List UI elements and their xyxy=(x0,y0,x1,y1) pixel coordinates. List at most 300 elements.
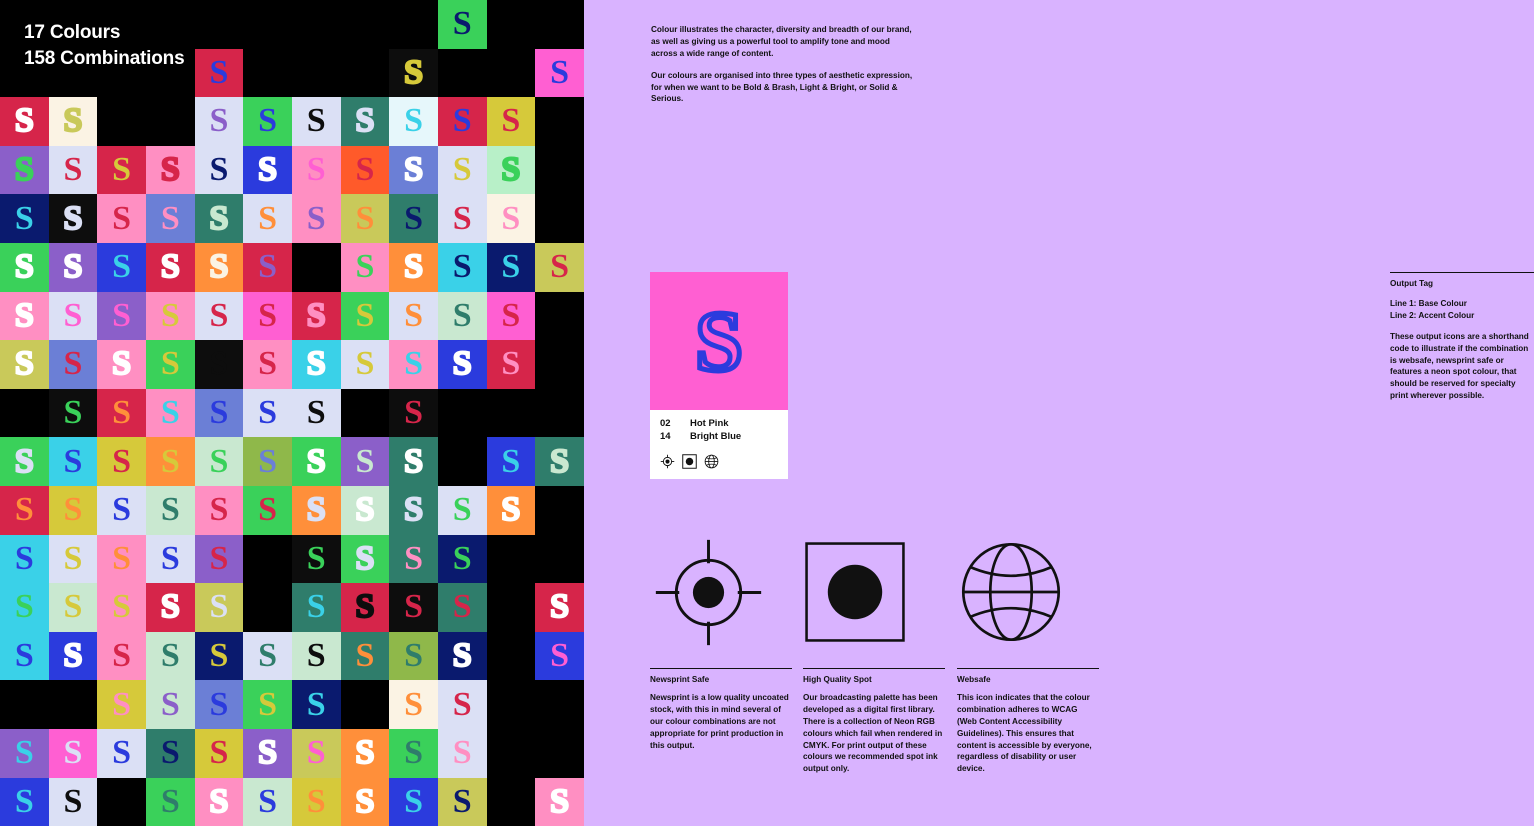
letter-s-glyph: S xyxy=(14,345,34,383)
colour-combination-cell xyxy=(243,243,292,292)
letter-s-glyph: S xyxy=(306,442,326,480)
letter-s-glyph: S xyxy=(404,539,424,577)
intro-text xyxy=(651,24,916,115)
page-headline xyxy=(24,20,184,71)
colour-combination-cell xyxy=(97,97,146,146)
letter-s-glyph: S xyxy=(404,394,424,432)
colour-combination-cell xyxy=(487,486,536,535)
letter-s-glyph: S xyxy=(306,199,326,237)
colour-combination-cell xyxy=(195,146,244,195)
colour-combination-cell xyxy=(438,194,487,243)
letter-s-glyph: S xyxy=(404,248,424,286)
colour-combination-cell xyxy=(195,97,244,146)
letter-s-glyph: S xyxy=(63,199,83,237)
colour-combination-cell xyxy=(49,292,98,341)
colour-combination-cell xyxy=(292,292,341,341)
colour-combination-cell xyxy=(535,146,584,195)
colour-combination-cell xyxy=(535,632,584,681)
colour-combination-cell xyxy=(146,389,195,438)
letter-s-glyph: S xyxy=(550,637,569,675)
colour-combination-cell xyxy=(146,97,195,146)
intro-paragraph-1: Colour illustrates the character, diversity and breadth of our brand, as well as giving us a powerful tool to amplify tone and mood across a wide range of content. xyxy=(651,25,912,58)
letter-s-glyph: S xyxy=(63,539,83,577)
letter-s-glyph: S xyxy=(258,734,278,772)
colour-combination-cell xyxy=(341,194,390,243)
colour-combination-cell xyxy=(487,729,536,778)
colour-combination-cell xyxy=(438,437,487,486)
colour-combination-cell xyxy=(97,632,146,681)
colour-combination-cell xyxy=(535,292,584,341)
letter-s-glyph: S xyxy=(209,102,229,140)
letter-s-glyph: S xyxy=(160,685,180,723)
colour-combination-cell xyxy=(438,0,487,49)
divider xyxy=(957,668,1099,669)
letter-s-glyph: S xyxy=(404,296,424,334)
letter-s-glyph: S xyxy=(404,782,424,820)
letter-s-glyph: S xyxy=(112,248,132,286)
output-tag-heading: Output Tag xyxy=(1390,279,1434,288)
colour-combination-cell xyxy=(243,292,292,341)
letter-s-glyph: S xyxy=(112,296,132,334)
colour-combination-cell xyxy=(195,340,244,389)
icon-text-websafe: This icon indicates that the colour combination adheres to WCAG (Web Content Accessibility Guidelines). This ensures that content is accessible by everyone, regardless of disability or user device. xyxy=(957,693,1092,774)
colour-combination-cell xyxy=(389,389,438,438)
colour-combination-cell xyxy=(243,194,292,243)
letter-s-glyph: S xyxy=(306,588,326,626)
colour-combination-cell xyxy=(487,97,536,146)
colour-combination-cell xyxy=(0,389,49,438)
letter-s-glyph: S xyxy=(355,442,375,480)
letter-s-glyph: S xyxy=(452,151,472,189)
letter-s-glyph: S xyxy=(63,637,83,675)
colour-combination-cell xyxy=(341,292,390,341)
websafe-icon xyxy=(957,528,1099,656)
colour-combination-cell xyxy=(195,535,244,584)
colour-combination-cell xyxy=(389,194,438,243)
base-colour-name: Hot Pink xyxy=(690,418,729,429)
colour-combination-cell xyxy=(97,292,146,341)
letter-s-glyph: S xyxy=(355,588,375,626)
letter-s-glyph: S xyxy=(501,345,521,383)
colour-combination-cell xyxy=(389,729,438,778)
newsprint-safe-icon xyxy=(650,528,792,656)
letter-s-glyph: S xyxy=(404,199,424,237)
icon-text-newsprint: Newsprint is a low quality uncoated stock, with this in mind several of our colour combinations are not appropriate for print production in this output. xyxy=(650,693,789,750)
colour-combination-cell xyxy=(389,437,438,486)
letter-s-glyph: S xyxy=(404,588,424,626)
colour-combination-cell xyxy=(195,0,244,49)
letter-s-glyph: S xyxy=(63,734,83,772)
colour-combination-cell xyxy=(438,632,487,681)
colour-combination-cell xyxy=(535,389,584,438)
colour-combination-cell xyxy=(195,486,244,535)
colour-combination-cell xyxy=(195,632,244,681)
colour-combination-cell xyxy=(97,437,146,486)
output-tag-explainer: These output icons are a shorthand code to illustrate if the combination is websafe, newsprint safe or features a neon spot colour, that should be reserved for specialty print wherever possible. xyxy=(1390,331,1529,401)
colour-combination-cell xyxy=(243,437,292,486)
letter-s-glyph: S xyxy=(14,151,34,189)
colour-combination-cell xyxy=(292,243,341,292)
colour-combination-cell xyxy=(438,49,487,98)
letter-s-glyph: S xyxy=(14,102,34,140)
colour-combination-cell xyxy=(243,0,292,49)
letter-s-glyph: S xyxy=(209,248,229,286)
letter-s-glyph: S xyxy=(209,637,229,675)
colour-combination-cell xyxy=(243,680,292,729)
colour-combination-cell xyxy=(146,680,195,729)
letter-s-glyph: S xyxy=(63,491,83,529)
colour-combination-cell xyxy=(487,292,536,341)
letter-s-glyph: S xyxy=(452,296,472,334)
letter-s-glyph: S xyxy=(209,345,229,383)
letter-s-glyph: S xyxy=(160,734,180,772)
colour-combination-cell xyxy=(535,340,584,389)
letter-s-glyph: S xyxy=(112,199,132,237)
colour-combination-cell xyxy=(243,146,292,195)
letter-s-glyph: S xyxy=(160,345,180,383)
output-tag-card xyxy=(650,272,788,479)
colour-combination-cell xyxy=(243,583,292,632)
high-quality-spot-icon xyxy=(803,528,945,656)
colour-combination-cell xyxy=(341,729,390,778)
colour-combination-cell xyxy=(438,535,487,584)
letter-s-glyph: S xyxy=(306,539,326,577)
colour-combination-cell xyxy=(487,437,536,486)
letter-s-glyph: S xyxy=(112,394,132,432)
letter-s-glyph: S xyxy=(306,782,326,820)
colour-combination-cell xyxy=(97,680,146,729)
letter-s-glyph: S xyxy=(112,151,132,189)
letter-s-glyph: S xyxy=(258,151,278,189)
colour-combination-cell xyxy=(292,194,341,243)
colour-combination-cell xyxy=(292,49,341,98)
letter-s-glyph: S xyxy=(14,782,34,820)
letter-s-glyph: S xyxy=(501,199,521,237)
colour-combination-cell xyxy=(195,292,244,341)
letter-s-glyph: S xyxy=(63,782,83,820)
explanation-panel xyxy=(584,0,1529,826)
letter-s-glyph: S xyxy=(355,345,375,383)
letter-s-glyph: S xyxy=(209,442,229,480)
colour-combination-cell xyxy=(438,146,487,195)
colour-combination-cell xyxy=(487,340,536,389)
colour-combination-cell xyxy=(535,486,584,535)
letter-s-glyph: S xyxy=(452,199,472,237)
colour-combination-cell xyxy=(487,49,536,98)
letter-s-glyph: S xyxy=(14,637,34,675)
colour-combination-cell xyxy=(292,680,341,729)
colour-combination-cell xyxy=(341,583,390,632)
colour-combination-cell xyxy=(0,194,49,243)
letter-s-glyph: S xyxy=(160,782,180,820)
letter-s-glyph: S xyxy=(550,248,569,286)
letter-s-glyph: S xyxy=(404,442,424,480)
output-tag-info xyxy=(650,410,788,479)
letter-s-glyph: S xyxy=(404,345,424,383)
icon-title-newsprint: Newsprint Safe xyxy=(650,675,710,684)
colour-combination-cell xyxy=(49,389,98,438)
high-quality-spot-icon xyxy=(682,454,697,469)
letter-s-glyph: S xyxy=(14,734,34,772)
colour-combination-cell xyxy=(438,389,487,438)
letter-s-glyph: S xyxy=(258,296,278,334)
letter-s-glyph: S xyxy=(63,102,83,140)
letter-s-glyph: S xyxy=(355,102,375,140)
colour-combination-cell xyxy=(487,146,536,195)
colour-combination-cell xyxy=(389,340,438,389)
letter-s-glyph: S xyxy=(452,685,472,723)
colour-combination-cell xyxy=(535,0,584,49)
colour-combination-cell xyxy=(49,535,98,584)
letter-s-glyph: S xyxy=(160,588,180,626)
letter-s-glyph: S xyxy=(306,685,326,723)
colour-combination-cell xyxy=(243,729,292,778)
letter-s-glyph: S xyxy=(112,539,132,577)
letter-s-glyph: S xyxy=(258,637,278,675)
letter-s-glyph: S xyxy=(306,734,326,772)
letter-s-glyph: S xyxy=(112,442,132,480)
colour-combination-cell xyxy=(341,340,390,389)
letter-s-glyph: S xyxy=(550,588,569,626)
colour-combination-cell xyxy=(49,437,98,486)
colour-combination-cell xyxy=(0,340,49,389)
colour-combination-cell xyxy=(389,778,438,826)
letter-s-glyph: S xyxy=(112,734,132,772)
headline-line-1: 17 Colours xyxy=(24,22,121,43)
letter-s-glyph: S xyxy=(355,539,375,577)
colour-combination-cell xyxy=(243,632,292,681)
letter-s-glyph: S xyxy=(306,491,326,529)
colour-combination-cell xyxy=(438,340,487,389)
colour-combination-cell xyxy=(146,194,195,243)
base-colour-number: 02 xyxy=(660,418,671,429)
letter-s-glyph: S xyxy=(404,734,424,772)
letter-s-glyph: S xyxy=(404,102,424,140)
colour-combination-cell xyxy=(195,729,244,778)
letter-s-glyph: S xyxy=(452,102,472,140)
letter-s-glyph: S xyxy=(14,199,34,237)
letter-s-glyph: S xyxy=(160,491,180,529)
colour-combination-cell xyxy=(341,680,390,729)
colour-combination-cell xyxy=(243,340,292,389)
intro-paragraph-2: Our colours are organised into three types of aesthetic expression, for when we want to be Bold & Brash, Light & Bright, or Solid & Serious. xyxy=(651,70,913,104)
letter-s-glyph: S xyxy=(404,53,424,91)
colour-combination-cell xyxy=(243,535,292,584)
colour-combination-cell xyxy=(0,243,49,292)
letter-s-glyph: S xyxy=(306,394,326,432)
websafe-icon xyxy=(704,454,719,469)
colour-combination-cell xyxy=(438,729,487,778)
colour-combination-cell xyxy=(0,486,49,535)
letter-s-glyph: S xyxy=(306,151,326,189)
newsprint-safe-icon xyxy=(660,454,675,469)
letter-s-glyph: S xyxy=(258,345,278,383)
colour-combination-cell xyxy=(97,340,146,389)
letter-s-glyph: S xyxy=(258,394,278,432)
accent-colour-name: Bright Blue xyxy=(690,430,742,442)
colour-combination-cell xyxy=(292,0,341,49)
letter-s-glyph: S xyxy=(63,345,83,383)
colour-combination-cell xyxy=(195,680,244,729)
letter-s-glyph: S xyxy=(258,442,278,480)
colour-combination-cell xyxy=(146,778,195,826)
divider xyxy=(803,668,945,669)
colour-combination-cell xyxy=(292,389,341,438)
colour-combination-cell xyxy=(49,778,98,826)
letter-s-glyph: S xyxy=(14,296,34,334)
colour-combination-cell xyxy=(341,778,390,826)
letter-s-glyph: S xyxy=(258,102,278,140)
colour-combination-cell xyxy=(341,535,390,584)
letter-s-glyph: S xyxy=(501,296,521,334)
colour-combination-cell xyxy=(97,194,146,243)
colour-combination-cell xyxy=(195,583,244,632)
colour-combination-cell xyxy=(243,486,292,535)
letter-s-glyph: S xyxy=(112,685,132,723)
colour-combination-cell xyxy=(195,243,244,292)
letter-s-glyph: S xyxy=(550,442,569,480)
letter-s-glyph: S xyxy=(112,345,132,383)
letter-s-glyph: S xyxy=(160,151,180,189)
icon-legend-spot xyxy=(803,528,945,775)
colour-combination-cell xyxy=(97,778,146,826)
colour-combination-cell xyxy=(389,49,438,98)
letter-s-glyph: S xyxy=(63,588,83,626)
letter-s-glyph: S xyxy=(209,539,229,577)
output-tag-row-accent xyxy=(660,431,778,444)
letter-s-glyph: S xyxy=(306,296,326,334)
colour-combination-cell xyxy=(195,194,244,243)
colour-combination-cell xyxy=(195,49,244,98)
colour-combination-cell xyxy=(97,729,146,778)
colour-combination-cell xyxy=(438,292,487,341)
divider xyxy=(1390,272,1534,273)
letter-s-glyph: S xyxy=(355,782,375,820)
letter-s-glyph: S xyxy=(209,296,229,334)
colour-combination-cell xyxy=(0,778,49,826)
letter-s-glyph: S xyxy=(112,588,132,626)
colour-combination-cell xyxy=(487,778,536,826)
letter-s-glyph: S xyxy=(452,637,472,675)
letter-s-glyph: S xyxy=(306,102,326,140)
colour-combination-cell xyxy=(535,680,584,729)
letter-s-glyph: S xyxy=(404,151,424,189)
colour-combination-cell xyxy=(243,49,292,98)
letter-s-glyph: S xyxy=(160,199,180,237)
letter-s-glyph: S xyxy=(209,685,229,723)
colour-combination-cell xyxy=(341,146,390,195)
letter-s-glyph: S xyxy=(501,151,521,189)
colour-combination-cell xyxy=(389,292,438,341)
colour-combination-cell xyxy=(243,97,292,146)
colour-combination-cell xyxy=(146,437,195,486)
letter-s-glyph: S xyxy=(63,394,83,432)
letter-s-glyph: S xyxy=(14,539,34,577)
colour-combination-cell xyxy=(49,97,98,146)
letter-s-glyph: S xyxy=(501,102,521,140)
letter-s-glyph: S xyxy=(355,296,375,334)
colour-combination-cell xyxy=(389,0,438,49)
colour-combination-cell xyxy=(195,389,244,438)
colour-combination-cell xyxy=(341,97,390,146)
colour-combination-cell xyxy=(292,778,341,826)
colour-combination-cell xyxy=(0,535,49,584)
letter-s-glyph: S xyxy=(209,491,229,529)
colour-combination-cell xyxy=(341,243,390,292)
letter-s-glyph: S xyxy=(452,345,472,383)
colour-combination-cell xyxy=(243,389,292,438)
colour-combination-cell xyxy=(49,729,98,778)
colour-combination-cell xyxy=(389,243,438,292)
icon-legend-newsprint xyxy=(650,528,792,751)
colour-combination-cell xyxy=(195,437,244,486)
colour-combination-cell xyxy=(97,486,146,535)
colour-combination-cell xyxy=(438,778,487,826)
colour-combination-cell xyxy=(487,243,536,292)
letter-s-glyph: S xyxy=(258,491,278,529)
letter-s-glyph: S xyxy=(209,199,229,237)
colour-combination-cell xyxy=(49,146,98,195)
letter-s-glyph: S xyxy=(452,248,472,286)
colour-combination-cell xyxy=(292,97,341,146)
colour-combination-cell xyxy=(389,632,438,681)
colour-combination-cell xyxy=(535,49,584,98)
colour-combination-cell xyxy=(487,194,536,243)
colour-combination-cell xyxy=(487,535,536,584)
letter-s-glyph: S xyxy=(209,588,229,626)
colour-combination-cell xyxy=(292,146,341,195)
colour-combination-cell xyxy=(438,583,487,632)
colour-combination-cell xyxy=(535,778,584,826)
colour-combination-cell xyxy=(341,437,390,486)
colour-combination-cell xyxy=(49,243,98,292)
letter-s-glyph: S xyxy=(452,588,472,626)
colour-combination-cell xyxy=(535,97,584,146)
colour-combination-cell xyxy=(535,437,584,486)
colour-combination-cell xyxy=(341,486,390,535)
colour-combination-cell xyxy=(535,535,584,584)
colour-combination-cell xyxy=(97,535,146,584)
colour-combination-cell xyxy=(341,0,390,49)
colour-combination-cell xyxy=(292,535,341,584)
letter-s-glyph: S xyxy=(501,491,521,529)
letter-s-glyph: S xyxy=(404,685,424,723)
letter-s-glyph: S xyxy=(258,248,278,286)
output-tag-lines: Line 1: Base Colour Line 2: Accent Colour xyxy=(1390,299,1475,320)
letter-s-glyph: S xyxy=(452,539,472,577)
letter-s-glyph: S xyxy=(63,442,83,480)
letter-s-glyph: S xyxy=(306,345,326,383)
colour-combination-cell xyxy=(389,583,438,632)
letter-s-glyph: S xyxy=(355,151,375,189)
colour-combination-cell xyxy=(146,583,195,632)
letter-s-glyph: S xyxy=(112,491,132,529)
colour-combination-cell xyxy=(0,680,49,729)
colour-combination-cell xyxy=(97,389,146,438)
letter-s-glyph: S xyxy=(355,734,375,772)
letter-s-glyph: S xyxy=(209,53,229,91)
colour-combination-cell xyxy=(389,486,438,535)
letter-s-glyph: S xyxy=(160,637,180,675)
letter-s-glyph: S xyxy=(209,394,229,432)
accent-colour-number: 14 xyxy=(660,430,671,442)
letter-s-glyph: S xyxy=(452,782,472,820)
colour-combination-cell xyxy=(438,486,487,535)
letter-s-glyph: S xyxy=(355,637,375,675)
colour-combination-cell xyxy=(0,632,49,681)
letter-s-glyph: S xyxy=(452,5,472,43)
colour-combination-cell xyxy=(0,97,49,146)
